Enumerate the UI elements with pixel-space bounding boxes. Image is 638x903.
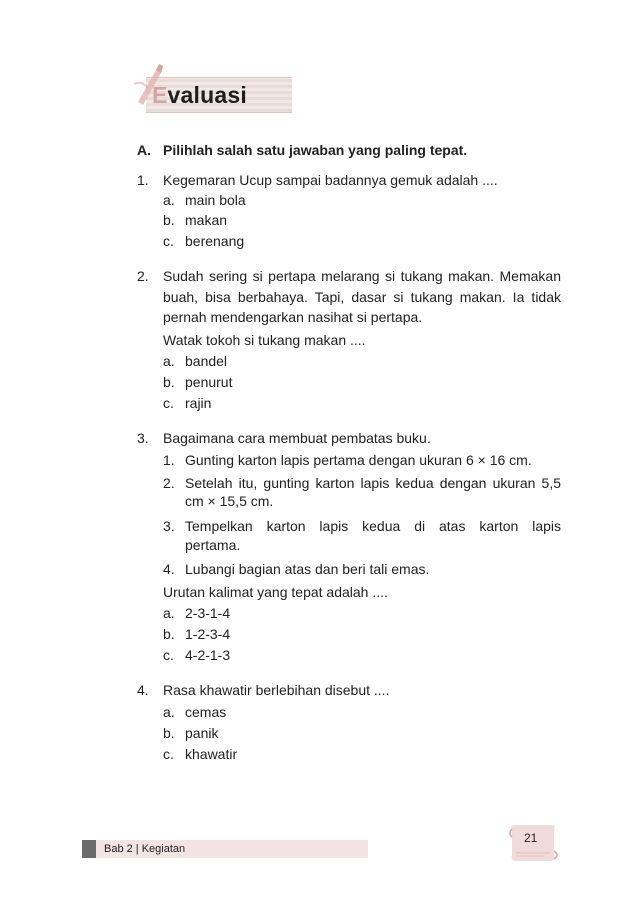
question-number: 3. — [137, 430, 149, 446]
option-label: a. — [163, 192, 175, 208]
option-label: c. — [163, 395, 174, 411]
question-text: Kegemaran Ucup sampai badannya gemuk adalah .... — [163, 172, 498, 188]
option-text: 4-2-1-3 — [185, 647, 231, 663]
step-text: Lubangi bagian atas dan beri tali emas. — [185, 561, 430, 577]
question-number: 4. — [137, 682, 149, 698]
question-text: Rasa khawatir berlebihan disebut .... — [163, 682, 390, 698]
option-text: 1-2-3-4 — [185, 626, 231, 642]
question-number: 2. — [137, 268, 149, 284]
footer-chapter: Bab 2 | Kegiatan — [104, 843, 186, 855]
option-label: c. — [163, 233, 174, 249]
step-label: 1. — [163, 452, 175, 468]
step-text: pertama. — [185, 537, 241, 553]
question-text-line: buah, bisa berbahaya. Tapi, dasar si tukang makan. Ia tidak — [163, 289, 561, 305]
option-label: a. — [163, 704, 175, 720]
option-text: main bola — [185, 192, 246, 208]
option-label: a. — [163, 605, 175, 621]
option-label: b. — [163, 212, 175, 228]
option-label: b. — [163, 725, 175, 741]
section-letter: A. — [137, 142, 151, 158]
step-label: 3. — [163, 518, 175, 534]
option-text: makan — [185, 212, 228, 228]
step-text: cm × 15,5 cm. — [185, 493, 274, 509]
step-text: Tempelkan karton lapis kedua di atas karton lapis — [185, 518, 561, 534]
question-text-line: Sudah sering si pertapa melarang si tukang makan. Memakan — [163, 268, 561, 284]
question-text-line: pernah mendengarkan nasihat si pertapa. — [163, 309, 423, 325]
option-label: a. — [163, 353, 175, 369]
question-prompt: Urutan kalimat yang tepat adalah .... — [163, 584, 388, 600]
section-instruction: Pilihlah salah satu jawaban yang paling tepat. — [163, 142, 468, 158]
step-label: 4. — [163, 561, 175, 577]
question-number: 1. — [137, 172, 149, 188]
option-label: c. — [163, 647, 174, 663]
page-number: 21 — [524, 831, 538, 845]
question-prompt: Watak tokoh si tukang makan .... — [163, 332, 366, 348]
step-label: 2. — [163, 475, 175, 491]
option-text: cemas — [185, 704, 227, 720]
option-text: penurut — [185, 374, 233, 390]
option-text: berenang — [185, 233, 245, 249]
footer-marker — [82, 840, 96, 858]
option-text: khawatir — [185, 746, 238, 762]
option-label: b. — [163, 626, 175, 642]
step-text: Setelah itu, gunting karton lapis kedua dengan ukuran 5,5 — [185, 475, 561, 491]
option-label: c. — [163, 746, 174, 762]
question-text: Bagaimana cara membuat pembatas buku. — [163, 430, 431, 446]
option-text: panik — [185, 725, 219, 741]
step-text: Gunting karton lapis pertama dengan ukuran 6 × 16 cm. — [185, 452, 532, 468]
option-label: b. — [163, 374, 175, 390]
section-header — [128, 72, 292, 114]
option-text: rajin — [185, 395, 212, 411]
option-text: bandel — [185, 353, 228, 369]
page-title: Evaluasi — [152, 82, 247, 108]
option-text: 2-3-1-4 — [185, 605, 231, 621]
